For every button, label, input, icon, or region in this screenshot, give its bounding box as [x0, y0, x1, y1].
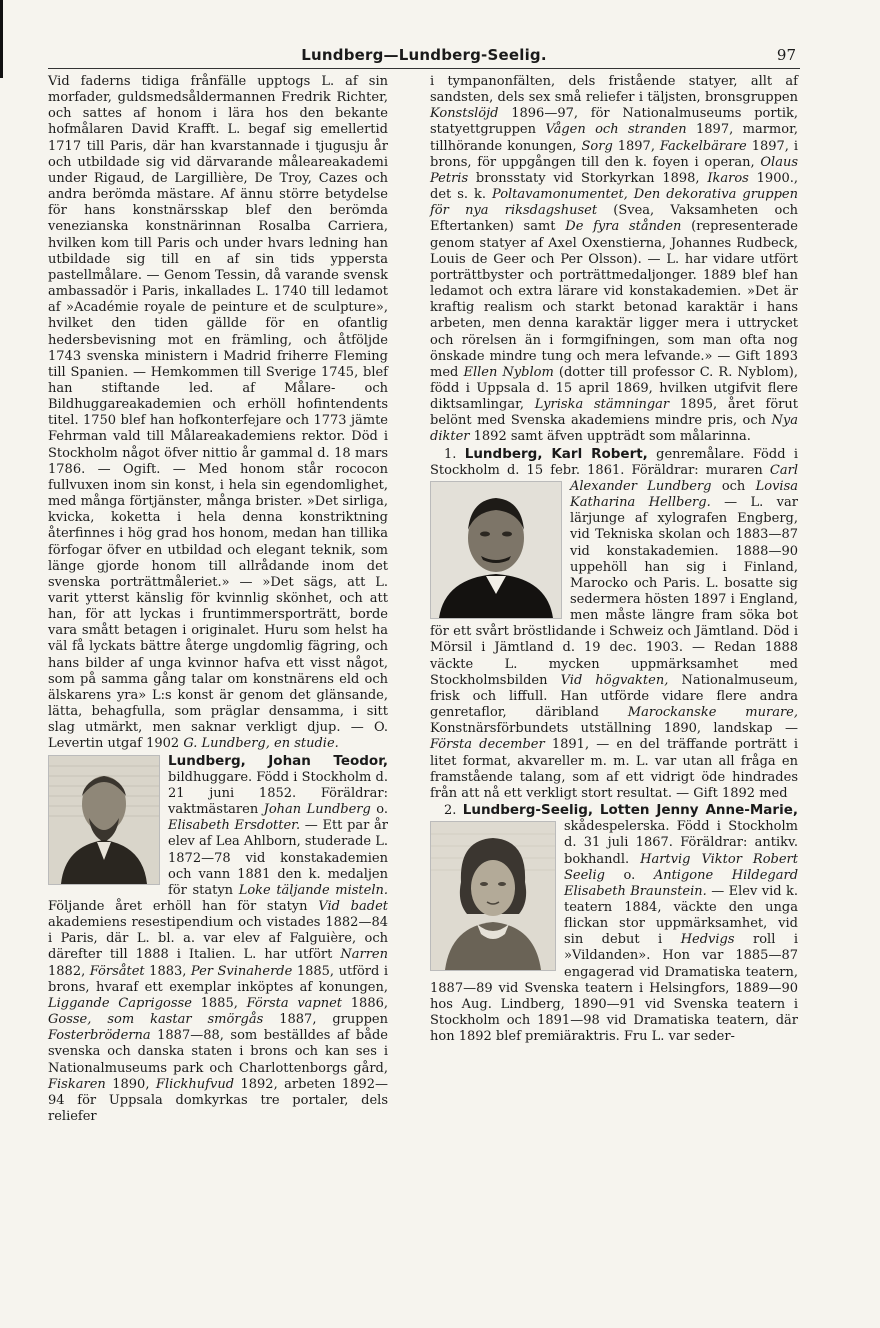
lemma-lotten-lundberg-seelig: Lundberg-Seelig, Lotten Jenny Anne-Marie,: [462, 802, 798, 819]
portrait-man-icon: [49, 756, 159, 884]
portrait-lotten-lundberg-seelig: [430, 821, 556, 971]
portrait-man-icon: [431, 482, 561, 618]
page-number: 97: [776, 46, 796, 64]
left-column: [48, 74, 388, 1125]
portrait-johan-teodor: [48, 755, 160, 885]
margin-rule: [0, 0, 3, 78]
lemma-johan-teodor: Lundberg, Johan Teodor,: [168, 752, 388, 769]
portrait-karl-robert: [430, 481, 562, 619]
entry-johan-teodor-continued: i tympanonfälten, dels fristående statyer, allt af sandsten, dels sex små reliefer i täljsten, bronsgruppen Konstslöjd 1896—97, för Nationalmuseums portik, statyettgruppen Vågen och stranden 1897, marmor, tillhörande konungen, Sorg 1897, Fackelbärare 1897, i brons, för uppgången till den k. foyen i operan, Olaus Petris bronsstaty vid Storkyrkan 1898, Ikaros 1900., det s. k. Poltavamonumentet, Den dekorativa gruppen för nya riksdagshuset (Svea, Vaksamheten och Eftertanken) samt De fyra stånden (representerade genom statyer af Axel Oxenstierna, Johannes Rudbeck, Louis de Geer och Per Olsson). — L. har vidare utfört porträttbyster och porträttmedaljonger. 1889 blef han ledamot och extra lärare vid konstakademien. »Det är kraftig realism och starkt betonad karaktär i hans arbeten, men denna karaktär ligger mera i uttrycket och rörelsen än i formgifningen, som man ofta nog önskade mindre tung och mera lefvande.» — Gift 1893 med Ellen Nyblom (dotter till professor C. R. Nyblom), född i Uppsala d. 15 april 1869, hvilken utgifvit flere diktsamlingar, Lyriska stämningar 1895, året förut belönt med Svenska akademiens mindre pris, och Nya dikter 1892 samt äfven uppträdt som målarinna.: [430, 74, 799, 445]
lemma-karl-robert: Lundberg, Karl Robert,: [464, 445, 648, 462]
running-header: [48, 44, 800, 69]
entry-lotten-lundberg-seelig: 2. Lundberg-Seelig, Lotten Jenny Anne-Marie, skådespelerska. Född i Stockholm d. 31 juli 1867. Föräldrar: antikv. bokhandl. Hartvig Viktor Robert Seelig o. Antigone Hildegard Elisabeth Braunstein. — Elev vid k. teatern 1884, väckte den unga flickan stor uppmärksamhet, vid sin debut i Hedvigs roll i »Vildanden». Hon var 1885—87 engagerad vid Dramatiska teatern, 1887—89 vid Svenska teatern i Helsingfors, 1889—90 hos Aug. Lindberg, 1890—91 vid Svenska teatern i Stockholm och 1891—98 vid Dramatiska teatern, där hon 1892 blef premiäraktris. Fru L. var seder-: [430, 802, 799, 1045]
portrait-woman-icon: [431, 822, 555, 970]
entry-johan-teodor: Lundberg, Johan Teodor, bildhuggare. Född i Stockholm d. 21 juni 1852. Föräldrar: vaktmästaren Johan Lundberg o. Elisabeth Ersdotter. — Ett par år elev af Lea Ahlborn, studerade L. 1872—78 vid konstakademien och vann 1881 den k. medaljen för statyn Loke täljande misteln. Följande året erhöll han för statyn Vid badet akademiens resestipendium och vistades 1882—84 i Paris, där L. bl. a. var elev af Falguière, och därefter till 1888 i Italien. L. har utfört Narren 1882, Försåtet 1883, Per Svinaherde 1885, utförd i brons, hvaraf ett exemplar inköptes af konungen, Liggande Caprigosse 1885, Första vapnet 1886, Gosse, som kastar smörgås 1887, gruppen Fosterbröderna 1887—88, som beställdes af både svenska och danska staten i brons och kan ses i Nationalmuseums park och Charlottenborgs gård, Fiskaren 1890, Flickhufvud 1892, arbeten 1892—94 för Uppsala domkyrkas tre portaler, dels reliefer: [48, 752, 389, 1124]
page-title: Lundberg—Lundberg-Seelig.: [301, 46, 547, 64]
article-continuation: Vid faderns tidiga frånfälle upptogs L. af sin morfader, guldsmedsåldermannen Fredrik Richter, och sattes af honom i lära hos den bekante hofmålaren David Krafft. L. begaf sig emellertid 1717 till Paris, där han kvarstannade i tjugusju år och utbildade sig vid därvarande måleareakademi under Rigaud, de Largillière, De Troy, Cazes och andra berömda mästare. Af ännu större betydelse för hans konstnärsskap blef den berömda venezianska konstnärinnan Rosalba Carriera, hvilken kom till Paris och under hvars ledning han utbildade sig till en af sin tids yppersta pastellmålare. — Genom Tessin, då varande svensk ambassadör i Paris, inkallades L. 1740 till ledamot af »Académie royale de peinture et de sculpture», hvilket den tiden gällde för en ofantlig hedersbevisning mot en främling, och åtföljde 1743 svenska ministern i Madrid friherre Fleming till Spanien. — Hemkommen till Sverige 1745, blef han stiftande led. af Målare- och Bildhuggareakademien och erhöll hofintendents titel. 1750 blef han hofkonterfejare och 1773 jämte Fehrman vald till Målareakademiens rektor. Död i Stockholm något öfver nittio år gammal d. 18 mars 1786. — Ogift. — Med honom står rococon fullvuxen inom sin konst, i hela sin egendomlighet, med många förtjänster, många brister. »Det sirliga, kvicka, koketta i hela denna konstriktning återfinnes i hög grad hos honom, medan han tillika förfogar öfver en utbildad och elegant teknik, som länge gjorde honom till allrådande inom det svenska porträttmåleriet.» — »Det sägs, att L. varit ytterst känslig för kvinnlig skönhet, och att han, för att lyckas i fruntimmersporträtt, borde vara smått betagen i originalet. Huru som helst ha väl få lyckats bättre återge ungdomlig fägring, och hans bilder af unga kvinnor hafva ett visst något, som på samma gång talar om konstnärens eld och älskarens yra» L:s konst är genom det glänsande, lätta, behagfulla, som präglar densamma, i sitt slag utmärkt, men saknar verkligt djup. — O. Levertin utgaf 1902 G. Lundberg, en studie.: [48, 74, 388, 752]
cited-title: G. Lundberg, en studie.: [183, 736, 339, 752]
entry-karl-robert: 1. Lundberg, Karl Robert, genremålare. Född i Stockholm d. 15 febr. 1861. Föräldrar: muraren Carl Alexander Lundberg och Lovisa Katharina Hellberg. — L. var lärjunge af xylografen Engberg, vid Tekniska skolan och 1883—87 vid konstakademien. 1888—90 uppehöll han sig i Finland, Marocko och Paris. L. bosatte sig sedermera hösten 1897 i England, men måste längre fram söka bot för ett svårt bröstlidande i Schweiz och Jämtland. Död i Mörsil i Jämtland d. 19 dec. 1903. — Redan 1888 väckte L. mycken uppmärksamhet med Stockholmsbilden Vid högvakten, Nationalmuseum, frisk och liffull. Han utförde vidare flere andra genretaflor, däribland Marockanske murare, Konstnärsförbundets utställning 1890, landskap — Första december 1891, — en del träffande porträtt i litet format, akvareller m. m. L. var utan all fråga en framstående talang, som af ett vidrigt öde hindrades från att nå ett verkligt stort resultat. — Gift 1892 med: [430, 445, 798, 801]
right-column: [430, 74, 798, 1045]
